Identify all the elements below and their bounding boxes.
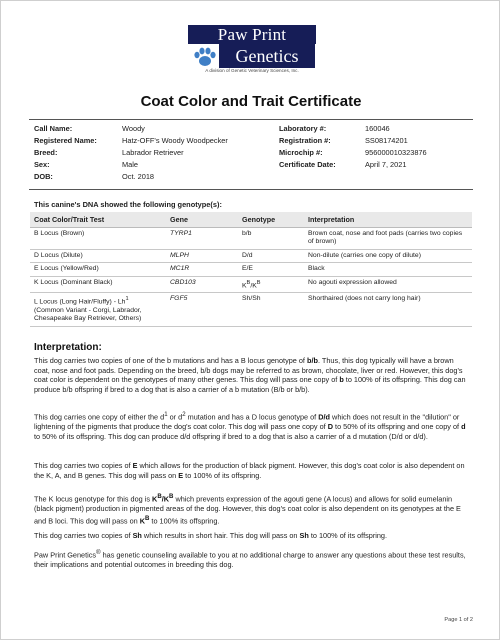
logo-line1: Paw Print: [188, 25, 316, 44]
header-genotype: Genotype: [238, 212, 304, 228]
cell-genotype: D/d: [238, 249, 304, 262]
breed-value: Labrador Retriever: [122, 148, 184, 157]
dob-label: DOB:: [34, 172, 53, 181]
header-test: Coat Color/Trait Test: [30, 212, 166, 228]
cell-genotype: E/E: [238, 263, 304, 276]
call-name-label: Call Name:: [34, 124, 73, 133]
paragraph-counseling: Paw Print Genetics® has genetic counseling available to you at no additional charge to answer any questions about these test results, their implications and potential outcomes in breeding this dog.: [34, 549, 466, 570]
sex-label: Sex:: [34, 160, 50, 169]
laboratory-label: Laboratory #:: [279, 124, 327, 133]
cell-test: D Locus (Dilute): [30, 249, 166, 262]
cell-interpretation: Non-dilute (carries one copy of dilute): [304, 249, 472, 262]
breed-label: Breed:: [34, 148, 58, 157]
genotype-sup-1: B: [246, 279, 251, 286]
cell-gene: TYRP1: [166, 228, 238, 250]
table-row: [30, 263, 472, 276]
paragraph-k-locus: The K locus genotype for this dog is $K^B/K^B$ which prevents expression of the agouti gene (A locus) and allows for solid eumelanin (black pigment) production in pigmented areas of the dog. However, this dog's coat color is also dependent on its genotypes at the E and B loci. This dog will pass on $K^B$ to 100% its offspring.: [34, 493, 461, 526]
cell-gene: FGF5: [166, 293, 238, 326]
test-sup: 1: [125, 296, 129, 303]
page-number: Page 1 of 2: [444, 617, 473, 623]
paw-print-genetics-logo: [188, 25, 316, 75]
table-row: [30, 293, 472, 326]
dog-info-left: [34, 123, 264, 185]
header-gene: Gene: [166, 212, 238, 228]
table-row: [30, 228, 472, 250]
microchip-value: 956000010323876: [365, 148, 427, 157]
genotype-allele-2: /K: [250, 281, 257, 289]
interpretation-heading: Interpretation:: [34, 342, 102, 353]
cell-gene: CBD103: [166, 276, 238, 293]
cell-genotype: Sh/Sh: [238, 293, 304, 326]
logo-line2: Genetics: [219, 44, 315, 68]
table-header-row: [30, 212, 472, 228]
test-name: L Locus (Long Hair/Fluffy) - Lh: [34, 298, 126, 306]
registered-name-label: Registered Name:: [34, 136, 97, 145]
registered-name-value: Hatz-OFF's Woody Woodpecker: [122, 136, 228, 145]
logo-tagline: A division of Genetic Veterinary Sciences, Inc.: [205, 68, 299, 73]
cell-interpretation: Black: [304, 263, 472, 276]
divider-middle: [29, 189, 473, 190]
sex-value: Male: [122, 160, 139, 169]
table-row: [30, 276, 472, 293]
dob-value: Oct. 2018: [122, 172, 155, 181]
cell-gene: MC1R: [166, 263, 238, 276]
genotype-table: [30, 212, 472, 327]
paragraph-d-locus: This dog carries one copy of either the $d^1$ or $d^2$ mutation and has a D locus genotype of D/d which does not result in the "dilution" or lightening of the pigments that produce the dog's coat color. This dog will pass one copy of D to 50% of its offspring and one copy of d to 50% of its offspring. This dog can produce d/d offspring if bred to a dog that is also a carrier of a d mutation (D/d or d/d).: [34, 411, 466, 441]
genotype-allele-1: K: [242, 281, 247, 289]
cell-test: B Locus (Brown): [30, 228, 166, 250]
genotype-intro: This canine's DNA showed the following genotype(s):: [34, 200, 222, 209]
certificate-date-label: Certificate Date:: [279, 160, 336, 169]
registration-value: SS08174201: [365, 136, 408, 145]
certificate-date-value: April 7, 2021: [365, 160, 407, 169]
cell-interpretation: Brown coat, nose and foot pads (carries two copies of brown): [304, 228, 472, 250]
paragraph-e-locus: This dog carries two copies of E which allows for the production of black pigment. However, this dog's coat color is also dependent on the K, A, and B genes. This dog will pass on E to 100% of its offspring.: [34, 461, 465, 480]
certificate-title: Coat Color and Trait Certificate: [140, 93, 362, 110]
cell-test: K Locus (Dominant Black): [30, 276, 166, 293]
dog-info-right: [279, 123, 469, 175]
cell-interpretation: No agouti expression allowed: [304, 276, 472, 293]
laboratory-value: 160046: [365, 124, 390, 133]
paragraph-l-locus: This dog carries two copies of Sh which results in short hair. This dog will pass on Sh to 100% of its offspring.: [34, 531, 388, 540]
header-interpretation: Interpretation: [304, 212, 472, 228]
test-note: (Common Variant - Corgi, Labrador, Chesapeake Bay Retriever, Others): [34, 306, 142, 323]
paragraph-b-locus: This dog carries two copies of one of the b mutations and has a B locus genotype of b/b. Thus, this dog typically will have a brown coat, nose and foot pads. Depending on the breed, b/b dogs may be referred to as brown, chocolate, liver or red. However, this dog's coat color is dependent on the genotypes of many other genes. This dog will pass one copy of b to 100% of its offspring. This dog can produce b/b offspring if bred to a dog that is also a carrier of a b mutation (B/b or b/b).: [34, 356, 466, 394]
divider-top: [29, 119, 473, 120]
genotype-sup-2: B: [256, 279, 261, 286]
cell-genotype: [238, 276, 304, 293]
table-row: [30, 249, 472, 262]
call-name-value: Woody: [122, 124, 145, 133]
cell-test: E Locus (Yellow/Red): [30, 263, 166, 276]
cell-test: [30, 293, 166, 326]
cell-genotype: b/b: [238, 228, 304, 250]
cell-interpretation: Shorthaired (does not carry long hair): [304, 293, 472, 326]
cell-gene: MLPH: [166, 249, 238, 262]
microchip-label: Microchip #:: [279, 148, 323, 157]
registration-label: Registration #:: [279, 136, 331, 145]
paw-print-icon: [192, 46, 218, 68]
